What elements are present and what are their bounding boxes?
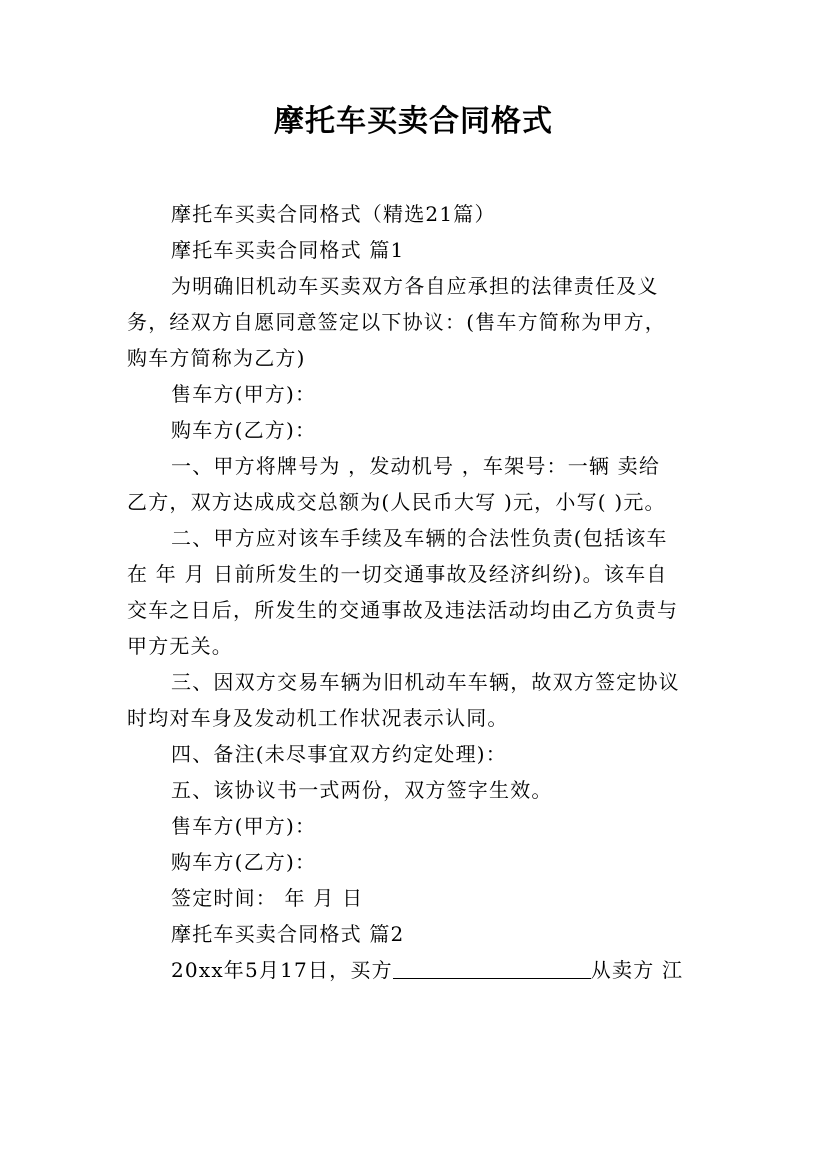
paragraph-line: 签定时间： 年 月 日 <box>171 886 364 910</box>
paragraph-line: 三、因双方交易车辆为旧机动车车辆，故双方签定协议 <box>171 670 680 694</box>
line-text-before-blank: 20xx年5月17日，买方 <box>171 958 393 982</box>
paragraph-line: 在 年 月 日前所发生的一切交通事故及经济纠纷)。该车自 <box>127 562 668 586</box>
paragraph-line: 售车方(甲方)： <box>171 382 317 406</box>
paragraph-line: 甲方无关。 <box>127 634 233 658</box>
paragraph-line: 时均对车身及发动机工作状况表示认同。 <box>127 706 509 730</box>
paragraph-line: 务，经双方自愿同意签定以下协议：(售车方简称为甲方， <box>127 310 667 334</box>
fill-in-blank <box>393 958 591 979</box>
paragraph-line: 为明确旧机动车买卖双方各自应承担的法律责任及义 <box>171 274 659 298</box>
paragraph-line: 乙方，双方达成成交总额为(人民币大写 )元，小写( )元。 <box>127 490 666 514</box>
paragraph-line-with-blank <box>127 952 705 988</box>
paragraph-line: 摩托车买卖合同格式 篇2 <box>171 922 405 946</box>
line-text-after-blank: 从卖方 江 <box>590 958 684 982</box>
paragraph-line: 摩托车买卖合同格式 篇1 <box>171 238 405 262</box>
paragraph-line: 摩托车买卖合同格式（精选21篇） <box>171 202 496 226</box>
paragraph-line: 购车方(乙方)： <box>171 850 317 874</box>
paragraph-line: 购车方(乙方)： <box>171 418 317 442</box>
paragraph-line: 四、备注(未尽事宜双方约定处理)： <box>171 742 508 766</box>
document-body <box>127 196 705 988</box>
paragraph-line: 五、该协议书一式两份，双方签字生效。 <box>171 778 553 802</box>
paragraph-line: 一、甲方将牌号为 ，发动机号 ，车架号：一辆 卖给 <box>171 454 661 478</box>
document-title: 摩托车买卖合同格式 <box>274 104 553 139</box>
paragraph-line: 二、甲方应对该车手续及车辆的合法性负责(包括该车 <box>171 526 668 550</box>
paragraph-line: 售车方(甲方)： <box>171 814 317 838</box>
paragraph-line: 购车方简称为乙方) <box>127 346 306 370</box>
paragraph-line: 交车之日后，所发生的交通事故及违法活动均由乙方负责与 <box>127 598 679 622</box>
